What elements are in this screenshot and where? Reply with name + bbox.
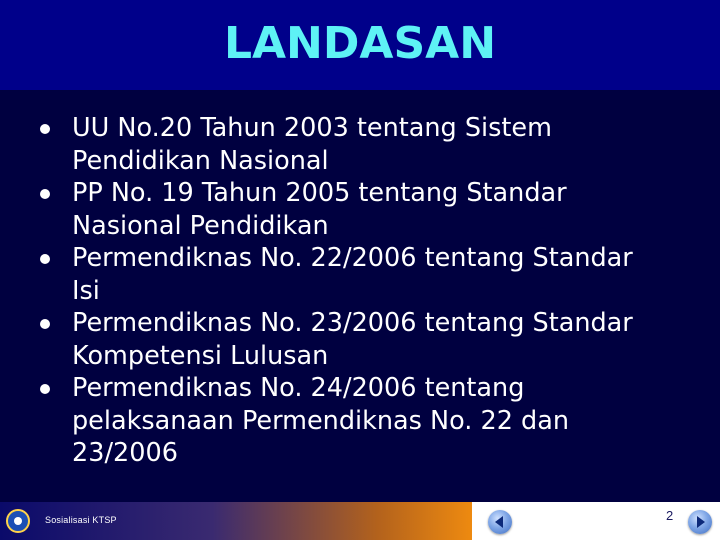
footer-bar	[0, 502, 720, 540]
prev-arrow-icon	[488, 510, 512, 534]
footer-text: Sosialisasi KTSP	[45, 515, 117, 525]
logo-center	[14, 517, 22, 525]
bullet-line: Permendiknas No. 22/2006 tentang Standar	[72, 243, 633, 273]
bullet-line: 23/2006	[72, 438, 178, 468]
bullet-line: Permendiknas No. 23/2006 tentang Standar	[72, 308, 633, 338]
bullet-line: UU No.20 Tahun 2003 tentang Sistem	[72, 113, 552, 143]
bullet-item	[36, 372, 686, 470]
next-arrow-icon	[688, 510, 712, 534]
bullet-line: Isi	[72, 275, 100, 306]
footer-banner	[0, 502, 472, 540]
bullet-item	[36, 177, 686, 242]
slide-content	[0, 90, 720, 502]
bullet-list	[36, 112, 686, 470]
bullet-line: PP No. 19 Tahun 2005 tentang Standar	[72, 178, 567, 208]
page-number: 2	[666, 508, 674, 523]
bullet-dot-icon	[40, 124, 50, 134]
bullet-item	[36, 242, 686, 307]
bullet-dot-icon	[40, 254, 50, 264]
next-slide-button[interactable]	[688, 510, 712, 534]
slide-title: LANDASAN	[223, 18, 497, 69]
bullet-line: pelaksanaan Permendiknas No. 22 dan	[72, 405, 570, 436]
bullet-line: Kompetensi Lulusan	[72, 340, 329, 371]
prev-slide-button[interactable]	[488, 510, 512, 534]
bullet-line: Permendiknas No. 24/2006 tentang	[72, 373, 525, 403]
bullet-line: Nasional Pendidikan	[72, 210, 329, 241]
bullet-item	[36, 307, 686, 372]
bullet-line: Pendidikan Nasional	[72, 145, 329, 176]
bullet-dot-icon	[40, 189, 50, 199]
ministry-logo-icon	[6, 509, 30, 533]
bullet-dot-icon	[40, 384, 50, 394]
bullet-dot-icon	[40, 319, 50, 329]
title-bar	[0, 0, 720, 90]
bullet-item	[36, 112, 686, 177]
